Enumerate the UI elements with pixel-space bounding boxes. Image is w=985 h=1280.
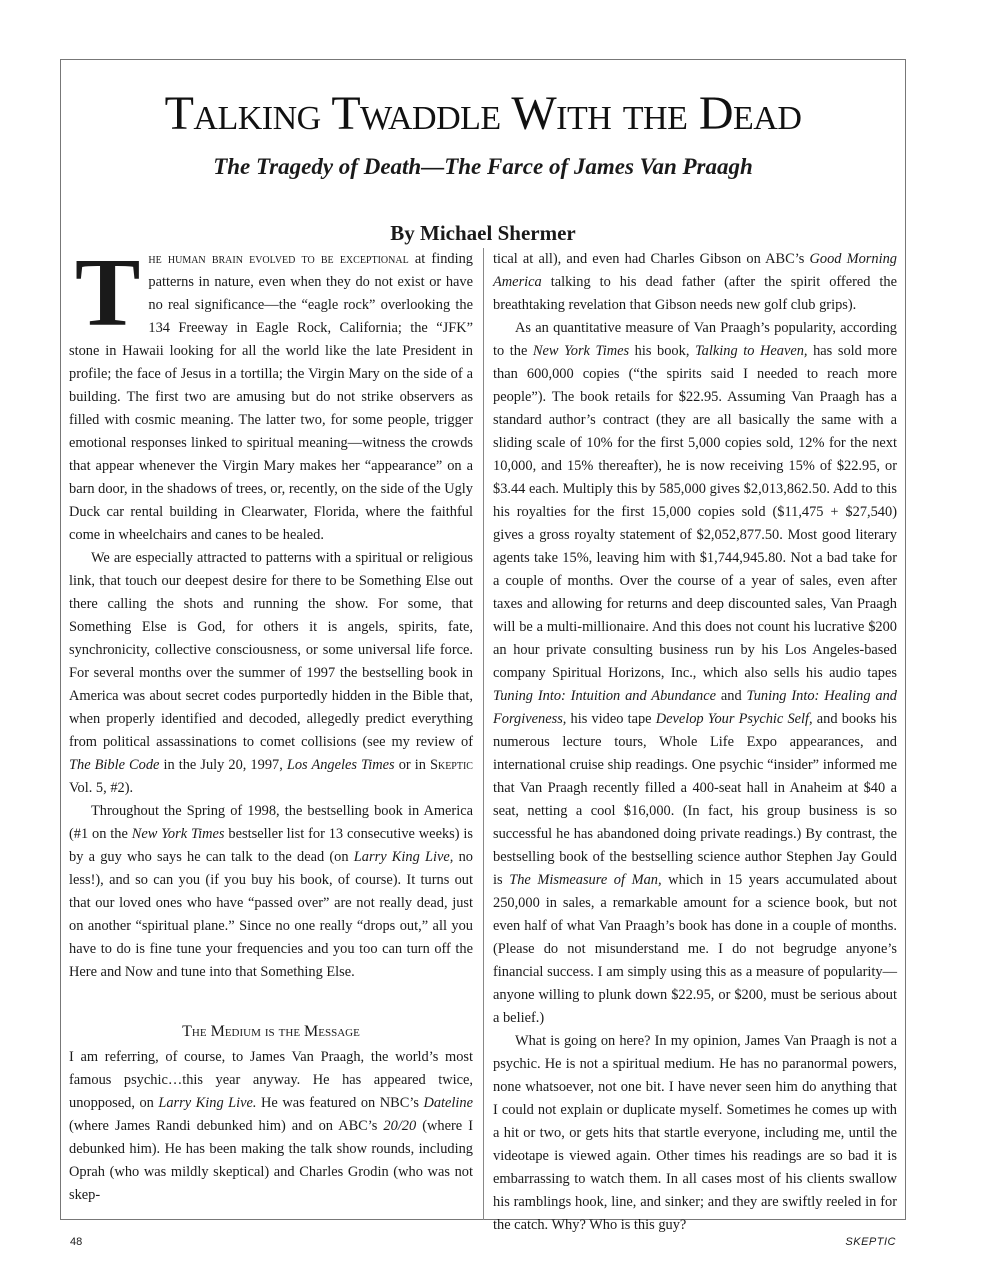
paragraph: I am referring, of course, to James Van Praagh, the world’s most famous psychic…this year anyway. He has appeared twice, unopposed, on Larry King Live. He was featured on NBC’s Dateline (where James Randi debunked him) and on ABC’s 20/20 (where I debunked him). He has been making the talk show rounds, including Oprah (who was mildly skeptical) and Charles Grodin (who was not skep-: [69, 1049, 473, 1203]
section-heading: The Medium is the Message: [182, 1023, 360, 1040]
byline: By Michael Shermer: [390, 221, 576, 245]
article-subtitle: The Tragedy of Death—The Farce of James Van Praagh: [213, 154, 753, 179]
article-title: Talking Twaddle With the Dead: [164, 87, 802, 140]
paragraph: The human brain evolved to be exceptional at finding patterns in nature, even when they do not exist or have no real significance—the “eagle rock” overlooking the 134 Freeway in Eagle Rock, California; the “JFK” stone in Hawaii looking for all the world like the late President in profile; the face of Jesus in a tortilla; the Virgin Mary on the side of a building. The first two are amusing but do not strike observers as filled with cosmic meaning. The latter two, for some people, trigger emotional responses linked to spiritual meaning—witness the crowds that appear whenever the Virgin Mary makes her “appearance” on a barn door, in the shadows of trees, or, recently, on the side of the Ugly Duck car rental building in Clearwater, Florida, where the faithful come in wheelchairs and canes to be healed.: [69, 239, 473, 543]
left-column: [69, 239, 474, 1207]
paragraph: tical at all), and even had Charles Gibson on ABC’s Good Morning America talking to his dead father (after the spirit offered the breathtaking revelation that Gibson needs new golf club grips).: [493, 251, 897, 313]
drop-cap: T: [75, 239, 141, 347]
right-column: [493, 248, 897, 1237]
magazine-name: SKEPTIC: [845, 1236, 896, 1248]
paragraph: As an quantitative measure of Van Praagh’s popularity, according to the New York Times his book, Talking to Heaven, has sold more than 600,000 copies (“the spirits said I needed to reach more people”). The book retails for $22.95. Assuming Van Praagh has a standard author’s contract (they are all basically the same with a sliding scale of 10% for the first 5,000 copies sold, 12% for the next 10,000, and 15% thereafter), he is now receiving 15% of $22.95, or $3.44 each. Multiply this by 585,000 gives $2,013,862.50. Add to this his royalties for the first 15,000 copies sold ($11,475 + $27,540) gives a gross royalty statement of $2,052,877.50. Most good literary agents take 15%, leaving him with $1,744,945.80. Not a bad take for a couple of months. Over the course of a year of sales, even after taxes and allowing for returns and deep discounted sales, Van Praagh will be a multi-millionaire. And this does not count his lucrative $200 an hour private consulting business run by his Los Angeles-based company Spiritual Horizons, Inc., which also sells his audio tapes Tuning Into: Intuition and Abundance and Tuning Into: Healing and Forgiveness, his video tape Develop Your Psychic Self, and books his numerous lecture tours, Whole Life Expo appearances, and international cruise ship readings. One psychic “insider” informed me that Van Praagh recently filled a 400-seat hall in Anaheim at $40 a seat, netting a cool $16,000. (In fact, his group business is so successful he has abandoned doing private readings.) By contrast, the bestselling book of the bestselling science author Stephen Jay Gould is The Mismeasure of Man, which in 15 years accumulated about 250,000 in sales, a remarkable amount for a science book, but not even half of what Van Praagh’s book has done in a couple of months. (Please do not misunderstand me. I do not begrudge anyone’s financial success. I am simply using this as a measure of popularity—anyone willing to plunk down $22.95, or $200, must be serious about a belief.): [493, 320, 897, 1026]
paragraph: What is going on here? In my opinion, James Van Praagh is not a psychic. He is not a spiritual medium. He has no paranormal powers, none whatsoever, not one bit. I have never seen him do anything that I could not explain or duplicate myself. Sometimes he comes up with a hit or two, or gets hits that startle everyone, including me, until the videotape is viewed again. Other times his readings are so bad it is embarrassing to watch them. In all cases most of his clients swallow his ramblings hook, line, and sinker; and they are swiftly reeled in for the catch. Why? Who is this guy?: [493, 1033, 897, 1233]
page-number: 48: [70, 1236, 83, 1248]
paragraph: We are especially attracted to patterns with a spiritual or religious link, that touch our deepest desire for there to be Something Else out there calling the shots and running the show. For some, that Something Else is God, for others it is angels, spirits, fate, synchronicity, collective consciousness, or some universal life force. For several months over the summer of 1997 the bestselling book in America was about secret codes purportedly hidden in the Bible that, when properly identified and decoded, allegedly predict everything from political assassinations to comet collisions (see my review of The Bible Code in the July 20, 1997, Los Angeles Times or in Skeptic Vol. 5, #2).: [69, 550, 473, 796]
column-divider: [483, 248, 484, 1220]
paragraph: Throughout the Spring of 1998, the bestselling book in America (#1 on the New York Times bestseller list for 13 consecutive weeks) is by a guy who says he can talk to the dead (on Larry King Live, no less!), and so can you (if you buy his book, of course). It turns out that our loved ones who have “passed over” are not really dead, just on another “spiritual plane.” Since no one really “drops out,” all you have to do is fine tune your frequencies and you too can turn off the Here and Now and tune into that Something Else.: [69, 803, 474, 980]
